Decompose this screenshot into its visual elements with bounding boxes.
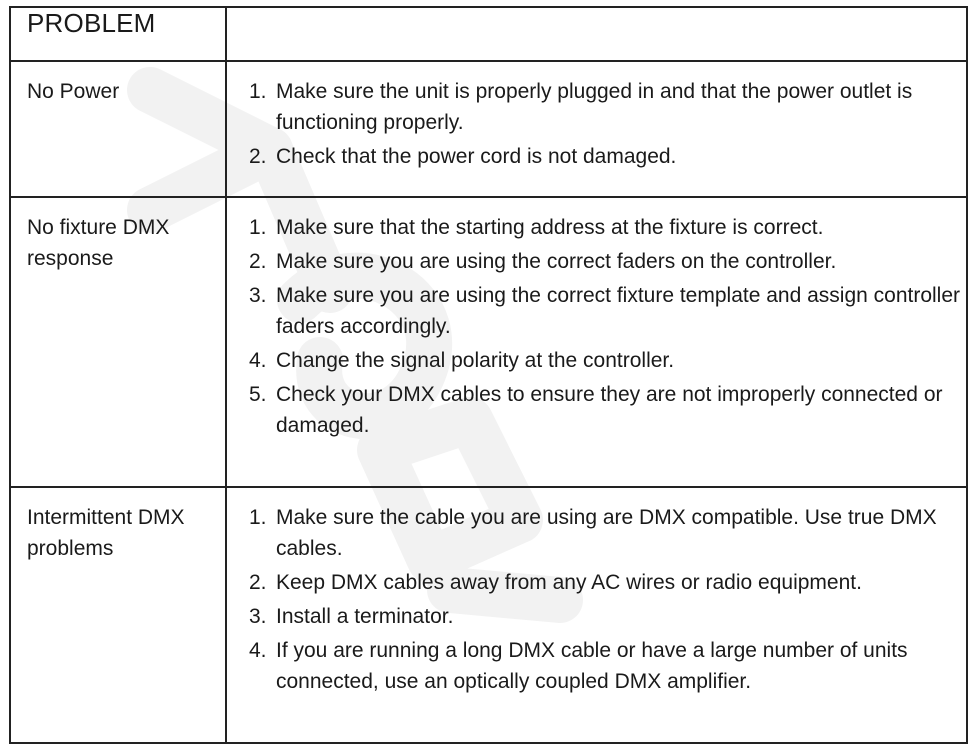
step-number: 3. — [249, 284, 267, 307]
solution-steps — [249, 212, 960, 441]
solution-step — [249, 635, 960, 697]
solution-step — [249, 280, 960, 342]
step-number: 2. — [249, 250, 267, 273]
solution-step — [249, 76, 960, 138]
step-text: Make sure the unit is properly plugged in and that the power outlet is functioning properly. — [276, 80, 913, 134]
solution-step — [249, 567, 960, 598]
step-number: 3. — [249, 605, 267, 628]
step-text: Install a terminator. — [276, 605, 454, 628]
step-text: If you are running a long DMX cable or have a large number of units connected, use an optically coupled DMX amplifier. — [276, 639, 908, 693]
problem-cell: No fixture DMX response — [10, 197, 226, 487]
solution-steps — [249, 502, 960, 697]
step-text: Make sure that the starting address at the fixture is correct. — [276, 216, 824, 239]
solution-cell — [226, 487, 967, 743]
table-header-row — [10, 7, 967, 61]
solution-header — [226, 7, 967, 61]
solution-steps — [249, 76, 960, 172]
step-number: 2. — [249, 145, 267, 168]
problem-header: PROBLEM — [10, 7, 226, 61]
solution-step — [249, 601, 960, 632]
solution-step — [249, 212, 960, 243]
step-text: Make sure you are using the correct faders on the controller. — [276, 250, 837, 273]
solution-cell — [226, 61, 967, 197]
troubleshooting-table — [9, 6, 968, 744]
table-row — [10, 61, 967, 197]
step-number: 2. — [249, 571, 267, 594]
step-text: Check your DMX cables to ensure they are not improperly connected or damaged. — [276, 383, 943, 437]
solution-step — [249, 345, 960, 376]
step-text: Change the signal polarity at the controller. — [276, 349, 675, 372]
step-text: Make sure you are using the correct fixture template and assign controller faders accordingly. — [276, 284, 961, 338]
solution-step — [249, 379, 960, 441]
step-text: Check that the power cord is not damaged. — [276, 145, 677, 168]
table-row — [10, 197, 967, 487]
step-text: Make sure the cable you are using are DMX compatible. Use true DMX cables. — [276, 506, 937, 560]
step-number: 1. — [249, 80, 267, 103]
solution-step — [249, 502, 960, 564]
step-number: 4. — [249, 639, 267, 662]
problem-cell: Intermittent DMX problems — [10, 487, 226, 743]
problem-cell: No Power — [10, 61, 226, 197]
solution-cell — [226, 197, 967, 487]
step-number: 1. — [249, 216, 267, 239]
table-row — [10, 487, 967, 743]
step-number: 4. — [249, 349, 267, 372]
solution-step — [249, 246, 960, 277]
step-text: Keep DMX cables away from any AC wires or radio equipment. — [276, 571, 862, 594]
step-number: 5. — [249, 383, 267, 406]
step-number: 1. — [249, 506, 267, 529]
solution-step — [249, 141, 960, 172]
